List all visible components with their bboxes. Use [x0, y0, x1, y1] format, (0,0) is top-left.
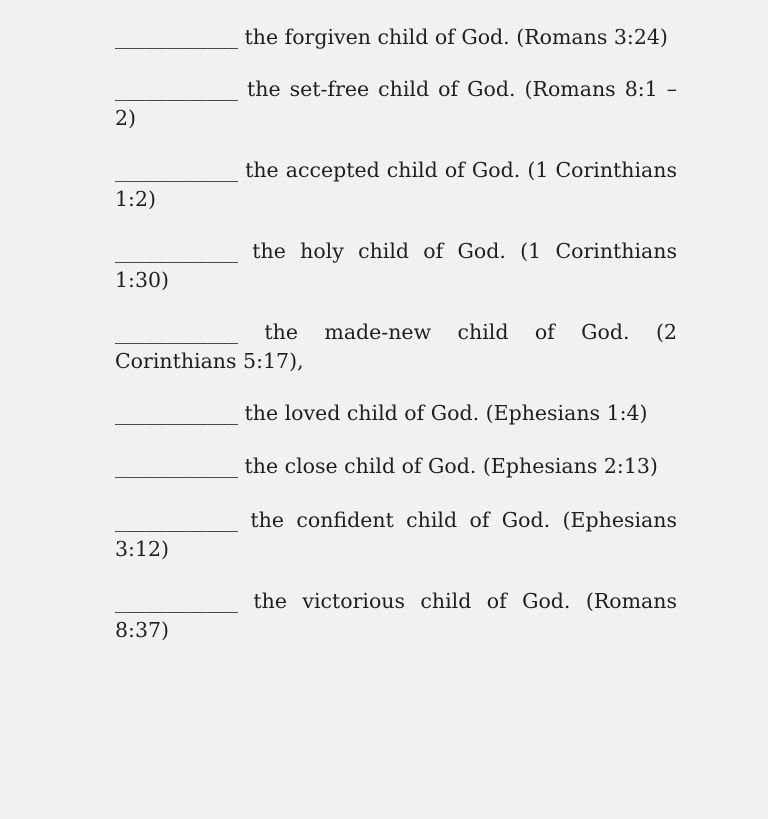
statement-close: [115, 452, 677, 482]
statement-loved: [115, 399, 677, 429]
fill-in-blank: ____________: [115, 400, 238, 425]
statement-holy: [115, 237, 677, 296]
fill-in-blank: ____________: [115, 507, 238, 532]
statement-text: the confident child of God. (Ephesians 3:12): [115, 507, 677, 561]
statement-text: the forgiven child of God. (Romans 3:24): [238, 25, 668, 49]
statement-text: the victorious child of God. (Romans 8:37): [115, 588, 677, 642]
statement-text: the close child of God. (Ephesians 2:13): [238, 454, 658, 478]
fill-in-blank: ____________: [115, 238, 238, 263]
statement-confident: [115, 506, 677, 565]
fill-in-blank: ____________: [115, 157, 238, 182]
fill-in-blank: ____________: [115, 76, 238, 101]
document-body: [115, 23, 677, 668]
fill-in-blank: ____________: [115, 25, 238, 49]
fill-in-blank: ____________: [115, 319, 238, 344]
statement-text: the holy child of God. (1 Corinthians 1:30): [115, 238, 677, 292]
statement-made-new: [115, 318, 677, 377]
fill-in-blank: ____________: [115, 588, 238, 613]
statement-victorious: [115, 587, 677, 646]
statement-accepted: [115, 156, 677, 215]
statement-forgiven: [115, 23, 677, 53]
statement-text: the loved child of God. (Ephesians 1:4): [238, 400, 648, 425]
statement-set-free: [115, 75, 677, 134]
statement-text: the made-new child of God. (2 Corinthians 5:17),: [115, 319, 677, 373]
statement-text: the set-free child of God. (Romans 8:1 – 2): [115, 76, 677, 130]
fill-in-blank: ____________: [115, 454, 238, 478]
statement-text: the accepted child of God. (1 Corinthians 1:2): [115, 157, 677, 211]
